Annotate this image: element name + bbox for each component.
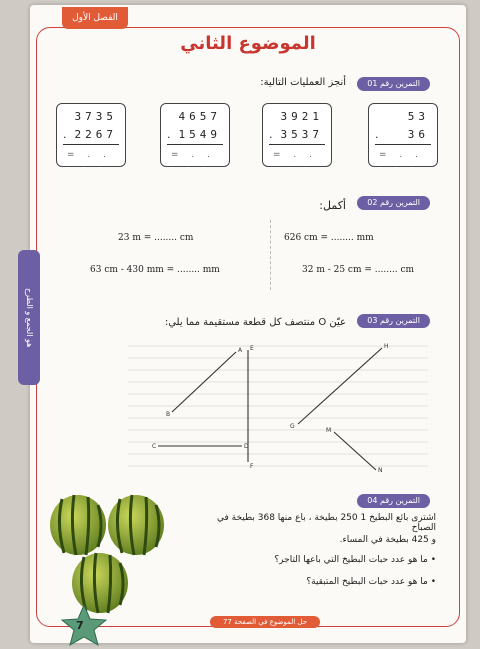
point-B: B (166, 411, 171, 418)
watermelon-icon (50, 495, 106, 555)
bottom-number: 36 (407, 128, 429, 141)
column-divider (270, 220, 271, 290)
result-line (63, 144, 119, 145)
subtraction-box-4 (368, 103, 438, 170)
operator: . (375, 128, 379, 141)
bottom-number: 2267 (74, 128, 117, 141)
result-placeholder[interactable]: = . . . . . (67, 150, 111, 170)
point-H: H (384, 343, 389, 350)
star-icon (60, 603, 108, 647)
conversion-item-3[interactable]: 63 cm - 430 mm = ........ mm (90, 265, 220, 275)
point-C: C (152, 443, 157, 450)
exercise-3-instruction: عيّن O منتصف كل قطعة مستقيمة مما يلي: (164, 317, 346, 328)
top-number: 3921 (280, 110, 323, 123)
subtraction-box-3 (262, 103, 332, 170)
exercise-1-instruction: أنجز العمليات التالية: (260, 77, 346, 88)
point-N: N (378, 467, 383, 474)
result-placeholder[interactable]: = . . . . . (171, 150, 215, 170)
result-line (269, 144, 325, 145)
operator: . (269, 128, 273, 141)
point-E: E (250, 345, 254, 352)
exercise-4-text-2: و 425 بطيخة في المساء. (339, 535, 436, 545)
segment-GH (298, 348, 382, 424)
point-A: A (238, 347, 243, 354)
exercise-4-text-1: اشترى بائع البطيخ 1 250 بطيخة ، باع منها 368 بطيخة في الصباح (216, 513, 436, 533)
result-placeholder[interactable]: = . . . . . (273, 150, 317, 170)
watermelons-illustration (42, 491, 172, 617)
point-M: M (326, 427, 332, 434)
watermelon-icon (108, 495, 164, 555)
question-1: • ما هو عدد حبات البطيخ التي باعها التاجر؟ (274, 555, 436, 565)
point-D: D (244, 443, 249, 450)
solution-reference: حل الموضوع في الصفحة 77 (210, 616, 320, 628)
conversion-item-4[interactable]: 32 m - 25 cm = ........ cm (302, 265, 415, 275)
page-title: الموضوع الثاني (180, 33, 316, 54)
top-number: 3735 (74, 110, 117, 123)
exercise-4-label: التمرين رقم 04 (357, 494, 430, 508)
result-placeholder[interactable]: = . . . . . (379, 150, 423, 170)
operator: . (167, 128, 171, 141)
segment-MN (334, 432, 376, 470)
worksheet-page (30, 5, 466, 643)
point-G: G (290, 423, 295, 430)
chapter-sidebar-tab: هو الجمع و الطرح (18, 250, 40, 385)
chapter-tab: الفصل الأول (62, 7, 128, 29)
operator: . (63, 128, 67, 141)
bottom-number: 1549 (178, 128, 221, 141)
result-line (167, 144, 223, 145)
exercise-3-label: التمرين رقم 03 (357, 314, 430, 328)
subtraction-box-1 (56, 103, 126, 170)
result-line (375, 144, 431, 145)
conversion-item-2[interactable]: 626 cm = ........ mm (284, 233, 374, 243)
question-2: • ما هو عدد حبات البطيخ المتبقية؟ (306, 577, 436, 587)
conversion-item-1[interactable]: 23 m = ........ cm (118, 233, 194, 243)
top-number: 4657 (178, 110, 221, 123)
subtraction-box-2 (160, 103, 230, 170)
exercise-2-instruction: أكمل: (319, 199, 346, 212)
top-number: 53 (407, 110, 429, 123)
point-F: F (250, 463, 254, 470)
exercise-1-label: التمرين رقم 01 (357, 77, 430, 91)
bottom-number: 3537 (280, 128, 323, 141)
exercise-2-label: التمرين رقم 02 (357, 196, 430, 210)
page-number: 7 (76, 619, 84, 632)
segments-grid (128, 338, 428, 474)
